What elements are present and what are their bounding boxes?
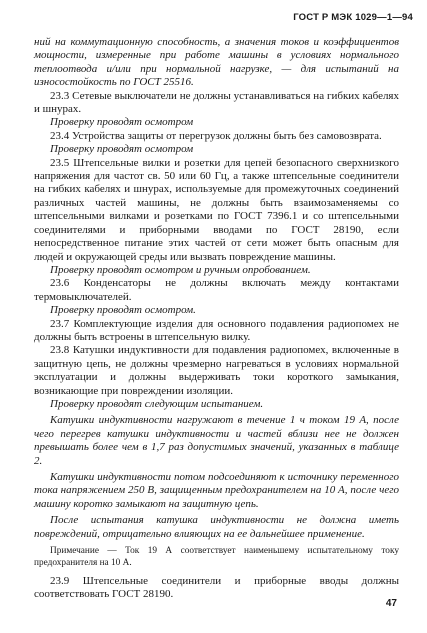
clause-23-3: 23.3 Сетевые выключатели не должны устанавливаться на гибких кабелях и шнурах. <box>34 89 399 116</box>
running-header: ГОСТ Р МЭК 1029—1—94 <box>293 12 413 23</box>
note: Примечание — Ток 19 А соответствует наименьшему испытательному току предохранителя на 10 А. <box>34 546 399 569</box>
check-note: Проверку проводят осмотром. <box>50 304 196 317</box>
clause-23-8: 23.8 Катушки индуктивности для подавления радиопомех, включенные в защитную цепь, не должны чрезмерно нагреваться в условиях нормальной эксплуатации и должны выдерживать токи короткого замыкания, возникающие при повреждении изоляции. <box>34 344 399 397</box>
check-note: Проверку проводят осмотром <box>50 143 194 156</box>
check-note: Проверку проводят осмотром и ручным опробованием. <box>50 263 311 276</box>
clause-23-7: 23.7 Комплектующие изделия для основного подавления радиопомех не должны быть встроены в штепсельную вилку. <box>34 317 399 343</box>
clause-23-6: 23.6 Конденсаторы не должны включать между контактами термовыключателей. <box>34 277 399 303</box>
page-number: 47 <box>385 598 397 609</box>
test-procedure-load: Катушки индуктивности нагружают в течение 1 ч током 19 А, после чего перегрев катушки индуктивности и частей вблизи нее не должен превышать более чем в 1,7 раз допустимых значений, указанных в таблице 2. <box>34 414 399 467</box>
clause-23-9: 23.9 Штепсельные соединители и приборные вводы должны соответствовать ГОСТ 28190. <box>34 575 399 601</box>
check-note: Проверку проводят следующим испытанием. <box>50 397 264 410</box>
clause-23-5: 23.5 Штепсельные вилки и розетки для цепей безопасного сверхнизкого напряжения для частот св. 50 или 60 Гц, а также штепсельные соединители на гибких кабелях и шнурах, используемые для промежуточных соединений различных частей машины, не должны быть взаимозаменяемы со штепсельными вилками и розетками по ГОСТ 7396.1 и со штепсельными соединителями и приборными вводами по ГОСТ 28190, если непосредственное питание этих частей от сети может быть опасным для людей и окружающей среды или вызвать повреждение машины. <box>34 156 399 263</box>
body-text <box>34 36 399 602</box>
test-procedure-short-circuit: Катушки индуктивности потом подсоединяют к источнику переменного тока напряжением 250 В, защищенным предохранителем на 10 А, после чего машину коротко замыкают на защитную цепь. <box>34 471 399 510</box>
paragraph-continuation: ний на коммутационную способность, а значения токов и коэффициентов мощности, измеренные при работе машины в условиях нормального теплоотвода и/или при нормальной нагрузке, — для испытаний на износостойкость по ГОСТ 25516. <box>34 36 399 89</box>
test-procedure-result: После испытания катушка индуктивности не должна иметь повреждений, отрицательно влияющих на ее дальнейшее применение. <box>34 514 399 540</box>
check-note: Проверку проводят осмотром <box>50 116 194 129</box>
clause-23-4: 23.4 Устройства защиты от перегрузок должны быть без самовозврата. <box>50 129 382 142</box>
